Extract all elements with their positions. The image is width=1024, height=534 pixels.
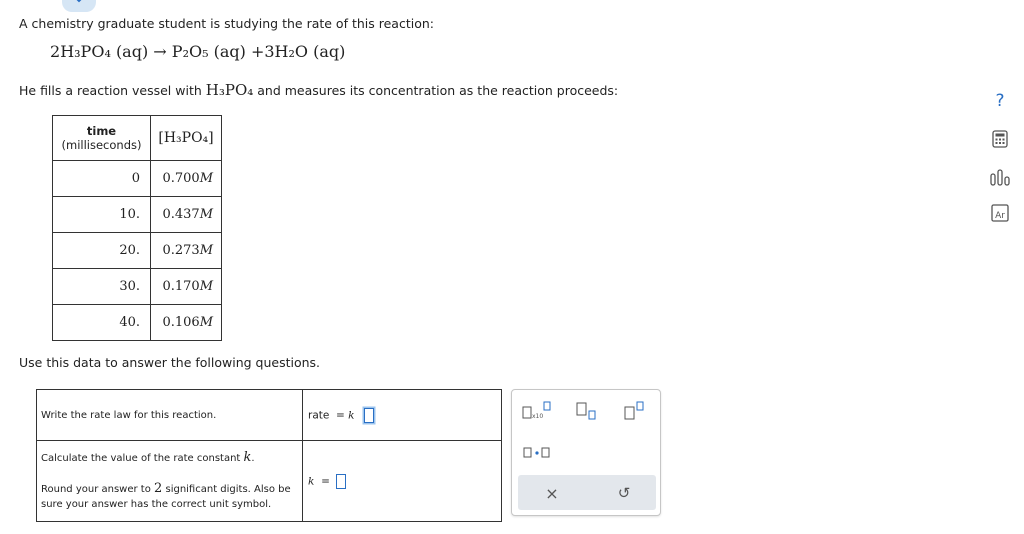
undo-button[interactable]: [612, 481, 636, 505]
subscript-button[interactable]: [572, 400, 602, 422]
subscript-icon: [575, 401, 599, 421]
periodic-table-button[interactable]: [989, 202, 1011, 224]
question-row-rate-law: [37, 390, 502, 441]
table-row: [53, 269, 222, 305]
q2-equals: =: [321, 475, 330, 487]
eq-plus: +: [250, 42, 265, 61]
collapse-chevron-button[interactable]: [62, 0, 96, 12]
calculator-button[interactable]: [989, 128, 1011, 150]
periodic-table-icon: [991, 204, 1009, 222]
conc-cell: 0.437M: [151, 197, 222, 233]
conc-cell: 0.273M: [151, 233, 222, 269]
time-cell: 30.: [53, 269, 151, 305]
concentration-table: [52, 115, 222, 341]
eq-rhs2: H₂O (aq): [274, 42, 346, 61]
q2-prompt-b: Round your answer to: [41, 484, 151, 495]
time-cell: 20.: [53, 233, 151, 269]
table-row: [53, 305, 222, 341]
table-row: [53, 233, 222, 269]
fills-species: H₃PO₄: [205, 81, 254, 99]
conc-cell: 0.106M: [151, 305, 222, 341]
rate-law-input[interactable]: [364, 408, 374, 423]
time-header: [53, 116, 151, 161]
time-cell: 10.: [53, 197, 151, 233]
multiply-dot-icon: [522, 446, 552, 460]
conc-cell: 0.700M: [151, 161, 222, 197]
q2-prompt-c: significant digits. Also be sure your answer has the correct unit symbol.: [41, 484, 291, 510]
help-icon: ?: [995, 91, 1005, 111]
q1-rate-label: rate: [308, 409, 330, 421]
x10-icon: [522, 401, 552, 421]
table-header-row: [53, 116, 222, 161]
time-header-line1: time: [86, 124, 117, 138]
help-button[interactable]: [989, 90, 1011, 112]
q2-digits: 2: [154, 481, 163, 496]
chevron-down-icon: [73, 0, 85, 3]
clear-button[interactable]: [540, 481, 564, 505]
eq-lhs-coef: 2: [50, 42, 61, 61]
question-table: [36, 389, 502, 522]
table-row: [53, 197, 222, 233]
time-cell: 0: [53, 161, 151, 197]
q2-prompt-a: Calculate the value of the rate constant: [41, 453, 241, 464]
q2-answer-cell: [303, 441, 502, 522]
fills-sentence: [19, 81, 618, 99]
q2-prompt: Calculate the value of the rate constant k. Round your answer to 2 significant digits. Also be sure your answer has the correct unit symbol.: [37, 441, 303, 522]
reaction-equation: [50, 42, 345, 61]
superscript-button[interactable]: [620, 400, 650, 422]
use-data-text: Use this data to answer the following questions.: [19, 355, 321, 370]
eq-rhs1: P₂O₅ (aq): [171, 42, 246, 61]
q1-answer-cell: [303, 390, 502, 441]
q2-k-label: k: [308, 475, 315, 487]
undo-icon: ↺: [617, 484, 631, 502]
palette-actions: [518, 475, 656, 510]
q1-k-label: k: [348, 409, 355, 421]
eq-rhs2-coef: 3: [264, 42, 275, 61]
conc-cell: 0.170M: [151, 269, 222, 305]
multiply-dot-button[interactable]: [520, 443, 554, 463]
q1-equals: =: [336, 409, 345, 421]
table-row: [53, 161, 222, 197]
fills-text-b: and measures its concentration as the reaction proceeds:: [257, 83, 619, 98]
calculator-icon: [992, 130, 1008, 148]
rate-constant-input[interactable]: [336, 474, 346, 489]
eq-arrow: →: [153, 42, 167, 61]
intro-text: A chemistry graduate student is studying the rate of this reaction:: [19, 16, 434, 31]
clear-icon: ×: [545, 483, 559, 503]
math-palette: [511, 389, 661, 516]
time-header-line2: (milliseconds): [61, 138, 142, 152]
data-chart-button[interactable]: [989, 166, 1011, 188]
superscript-icon: [623, 401, 647, 421]
fills-text-a: He fills a reaction vessel with: [19, 83, 202, 98]
time-cell: 40.: [53, 305, 151, 341]
scientific-notation-button[interactable]: [520, 400, 554, 422]
q2-k: k: [243, 450, 252, 465]
eq-lhs: H₃PO₄ (aq): [60, 42, 149, 61]
conc-header: [H₃PO₄]: [151, 116, 222, 161]
question-row-rate-constant: [37, 441, 502, 522]
q1-prompt: Write the rate law for this reaction.: [37, 390, 303, 441]
x10-label: x10: [532, 413, 544, 420]
bar-chart-icon: [990, 168, 1010, 186]
periodic-table-label: Ar: [995, 211, 1005, 221]
